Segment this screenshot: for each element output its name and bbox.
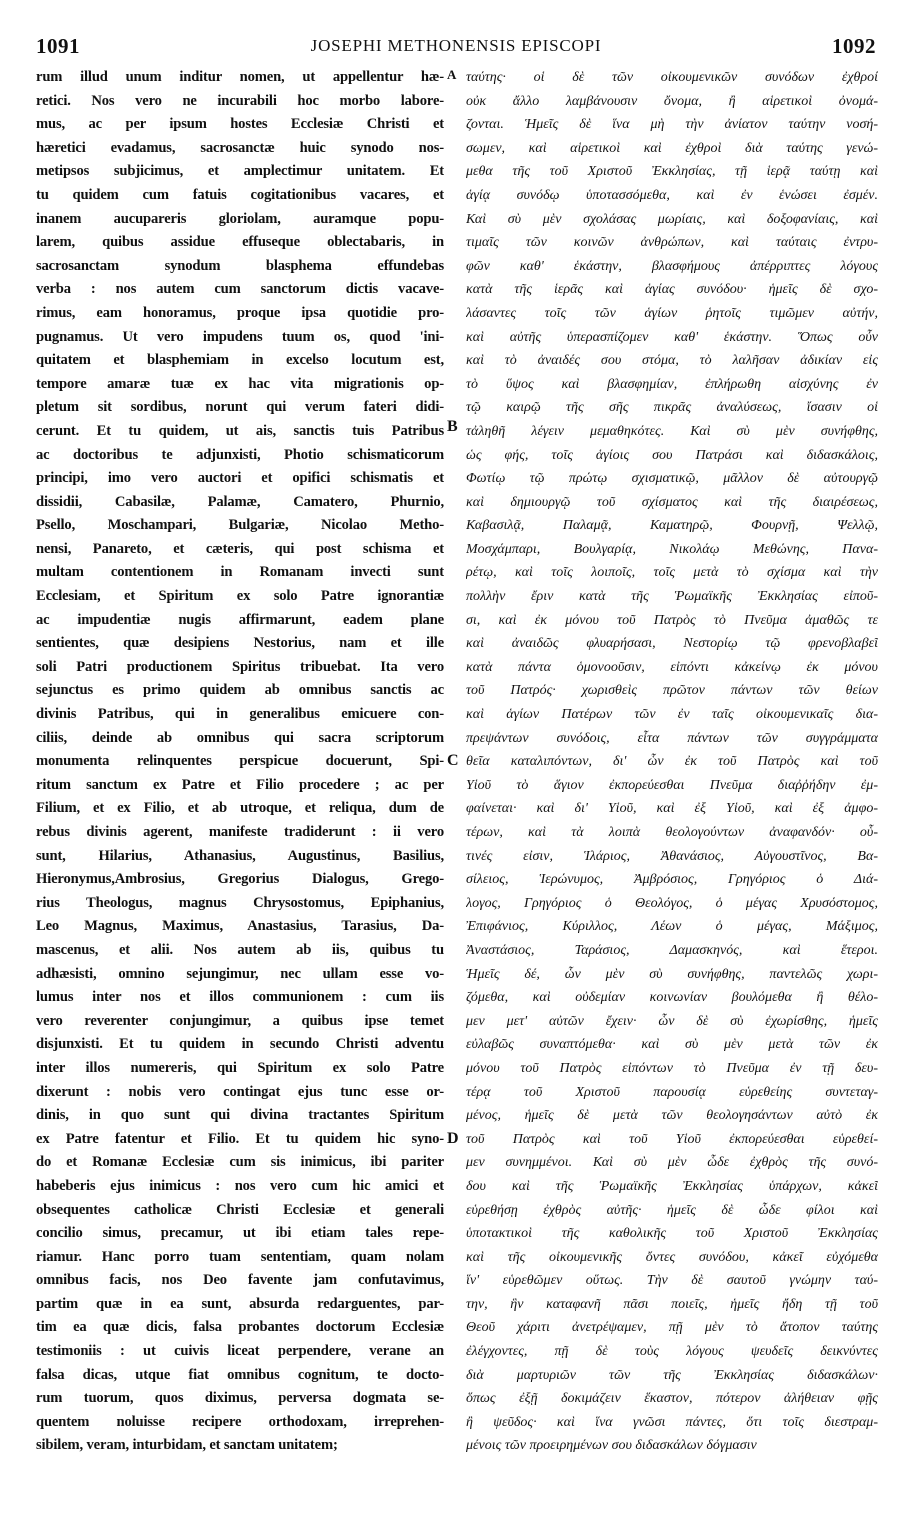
greek-text-line: ζονται. Ἡμεῖς δὲ ἵνα μὴ τὴν ἀνίατον ταύτην νοσή- — [466, 117, 878, 133]
latin-text-line: sejunctus es primo quidem ab omnibus sanctis ac — [36, 682, 444, 699]
greek-text-line: τοῦ Πατρός· χωρισθεὶς πρῶτον πάντων τῶν θείων — [466, 683, 878, 699]
greek-text-line: Ἡμεῖς δέ, ὧν μὲν σὺ συνήφθης, παντελῶς χωρι- — [466, 966, 878, 982]
latin-text-line: ex Patre fatentur et Filio. Et tu quidem hic syno- — [36, 1130, 444, 1147]
greek-text-line: ὅπως ἐξῇ δοκιμάζειν ἕκαστον, πότερον ἀλήθειαν φῇς — [466, 1391, 878, 1407]
latin-text-line: partim quæ in ea sunt, absurda redarguentes, par- — [36, 1295, 444, 1312]
latin-text-line: rum tuorum, quos diximus, perversa dogmata se- — [36, 1390, 444, 1407]
latin-text-line: quitatem et blasphemiam in excelso locutum est, — [36, 352, 444, 369]
greek-text-line: τέρων, καὶ τὰ λοιπὰ θεολογούντων ἀναφανδόν· οὗ- — [466, 825, 878, 840]
greek-text-line: τὸ ὕψος καὶ βλασφημίαν, ἐπλήρωθη αἰσχύνης ἐν — [466, 376, 878, 392]
latin-text-line: habeberis ejus inimicus : nos vero cum hic amici et — [36, 1177, 444, 1194]
latin-text-line: falsa dicas, utque fiat omnibus cognitum, te docto- — [36, 1366, 444, 1383]
greek-text-line: καὶ δημιουργῷ τοῦ σχίσματος καὶ τῆς διαιρέσεως, — [466, 494, 878, 510]
greek-text-line: πολλὴν ἔριν κατὰ τῆς Ῥωμαϊκῆς Ἐκκλησίας εἰποῦ- — [466, 589, 878, 605]
greek-text-line: καὶ τῆς οἰκουμενικῆς ὄντες συνόδου, κἀκεῖ εὐχόμεθα — [466, 1249, 878, 1265]
greek-text-line: Θεοῦ χάριτι ἀνετρέψαμεν, πῇ μὲν τὸ ἄτοπον ταύτης — [466, 1320, 878, 1336]
greek-text-line: μόνου τοῦ Πατρὸς εἰπόντων τὸ Πνεῦμα ἐν τῇ δευ- — [466, 1060, 878, 1076]
latin-text-line: testimoniis : ut cuivis liceat perpendere, verane an — [36, 1343, 444, 1360]
latin-text-line: mascenus, et alii. Nos autem ab iis, quibus tu — [36, 941, 444, 958]
greek-text-line: ὡς φής, τοῖς ἁγίοις σου Πατράσι καὶ διδασκάλοις, — [466, 447, 878, 463]
latin-text-line: Leo Magnus, Maximus, Anastasius, Tarasius, Da- — [36, 918, 444, 935]
latin-text-line: hæretici evadamus, sacrosanctæ huic synodo nos- — [36, 139, 444, 156]
greek-text-line: ἐλέγχοντες, πῇ δὲ τοὺς λόγους ψευδεῖς δεικνύντες — [466, 1344, 878, 1360]
latin-text-line: sibilem, veram, inturbidam, et sanctam unitatem; — [36, 1437, 338, 1454]
greek-text-line: τέρᾳ τοῦ Χριστοῦ παρουσίᾳ εὑρεθείης συντεταγ- — [466, 1084, 878, 1100]
latin-text-line: divinis Patribus, qui in generalibus emicuere con- — [36, 706, 444, 723]
page-number-right: 1092 — [832, 34, 876, 58]
latin-text-line: tu quidem cum fatuis cogitationibus vacares, et — [36, 186, 444, 203]
greek-text-line: τιμαῖς τῶν κοινῶν ἀνθρώπων, καὶ ταύταις ἐντρυ- — [466, 235, 878, 251]
latin-text-line: lumus inter nos et illos communionem : cum iis — [36, 989, 444, 1006]
latin-text-line: multam contentionem in Romanam invecti sunt — [36, 564, 444, 581]
latin-text-line: vero reverenter conjungimur, a quibus ipse temet — [36, 1012, 444, 1029]
greek-text-line: δου καὶ τῆς Ῥωμαϊκῆς Ἐκκλησίας ὑπάρχων, κἀκεῖ — [466, 1178, 878, 1194]
greek-text-line: Καὶ σὺ μὲν σχολάσας μωρίαις, καὶ δοξοφανίαις, καὶ — [466, 211, 878, 227]
latin-text-line: adhæsisti, omnino sejungimur, nec ullam esse vo- — [36, 965, 444, 982]
greek-text-line: Ἀναστάσιος, Ταράσιος, Δαμασκηνός, καὶ ἕτεροι. — [466, 942, 878, 958]
latin-text-line: ritum sanctum ex Patre et Filio procedere ; ac per — [36, 776, 444, 793]
section-marker-a: A — [447, 67, 457, 82]
greek-text-line: κατὰ πάντα ὁμονοοῦσιν, εἰπόντι κἀκείνῳ ἐκ μόνου — [466, 659, 878, 675]
greek-text-line: μεθα τῆς τοῦ Χριστοῦ Ἐκκλησίας, τῇ ἱερᾷ ταύτῃ καὶ — [466, 164, 878, 180]
greek-text-line: ζόμεθα, καὶ οὐδεμίαν κοινωνίαν βουλόμεθα ἢ θέλο- — [466, 990, 878, 1006]
section-marker-c: C — [447, 752, 459, 769]
latin-text-line: ac impudentiæ nugis affirmarunt, eadem plane — [36, 611, 444, 628]
latin-text-line: Hieronymus,Ambrosius, Gregorius Dialogus, Grego- — [36, 871, 444, 888]
latin-text-line: Psello, Moschampari, Bulgariæ, Nicolao Metho- — [36, 517, 444, 534]
section-marker-d: D — [447, 1130, 459, 1147]
latin-text-line: Ecclesiam, et Spiritum ex solo Patre ignorantiæ — [36, 588, 444, 605]
latin-text-line: omnibus facis, nos Deo favente jam confutavimus, — [36, 1272, 444, 1289]
latin-column — [36, 66, 444, 1458]
greek-text-line: σωμεν, καὶ αἱρετικοὶ καὶ ἐχθροὶ διὰ ταύτης γενώ- — [466, 140, 878, 156]
latin-text-line: concilio simus, precamur, ut ibi etiam tales repe- — [36, 1225, 444, 1242]
latin-text-line: ac doctoribus te adjunxisti, Photio schismaticorum — [36, 446, 444, 463]
greek-text-line: την, ἣν καταφανῆ πᾶσι ποιεῖς, ἡμεῖς ἤδη τῇ τοῦ — [466, 1296, 878, 1312]
greek-text-line: οὐκ ἄλλο λαμβάνουσιν ὄνομα, ἢ αἱρετικοὶ ὀνομά- — [466, 93, 878, 109]
latin-text-line: monumenta relinquentes perspicue docuerunt, Spi- — [36, 753, 444, 770]
page-number-left: 1091 — [36, 34, 80, 58]
running-title: JOSEPHI METHONENSIS EPISCOPI — [310, 36, 602, 55]
greek-text-line: σίλειος, Ἱερώνυμος, Ἀμβρόσιος, Γρηγόριος ὁ Διά- — [466, 872, 878, 888]
greek-text-line: τινές εἰσιν, Ἱλάριος, Ἀθανάσιος, Αὐγουστῖνος, Βα- — [466, 848, 878, 864]
greek-text-line: καὶ ἁγίων Πατέρων τῶν ἐν ταῖς οἰκουμενικαῖς δια- — [466, 707, 878, 723]
latin-text-line: cerunt. Et tu quidem, ut ais, sanctis tuis Patribus — [36, 422, 444, 439]
greek-text-line: καὶ αὐτῆς ὑπερασπίζομεν καθ' ἑκάστην. Ὅπως οὖν — [466, 329, 878, 345]
greek-text-line: θεῖα καταλιπόντων, δι' ὧν ἐκ τοῦ Πατρὸς καὶ τοῦ — [466, 754, 878, 770]
greek-text-line: μεν συνημμένοι. Καὶ σὺ μὲν ὧδε ἐχθρὸς τῆς συνό- — [466, 1155, 878, 1171]
greek-text-line: μένος, ἡμεῖς δὲ μετὰ τῶν θεολογησάντων αὐτὸ ἐκ — [466, 1108, 878, 1124]
greek-text-line: τοῦ Πατρὸς καὶ τοῦ Υἱοῦ ἐκπορεύεσθαι εὑρεθεί- — [466, 1131, 878, 1147]
latin-text-line: dinis, in quo sunt qui divina tractantes Spiritum — [36, 1107, 444, 1124]
greek-text-line: λάσαντες τοῖς τῶν ἁγίων ῥητοῖς τιμῶμεν αὐτήν, — [466, 305, 878, 321]
latin-text-line: principi, imo vero auctori et opifici schismatis et — [36, 470, 444, 487]
latin-text-line: rebus divinis agerent, manifeste tradiderunt : ii vero — [36, 824, 444, 840]
latin-text-line: dixerunt : nobis vero contingat ejus tunc esse or- — [36, 1083, 444, 1100]
latin-text-line: rum illud unum inditur nomen, ut appellentur hæ- — [36, 69, 444, 85]
running-header — [36, 34, 876, 60]
section-marker-b: B — [447, 418, 458, 435]
greek-text-line: Καβασιλᾷ, Παλαμᾷ, Καματηρῷ, Φουρνῇ, Ψελλῷ, — [466, 518, 878, 534]
greek-text-line: Υἱοῦ τὸ ἅγιον ἐκπορεύεσθαι Πνεῦμα διαῤῥήδην ἐμ- — [466, 777, 878, 793]
greek-text-line: κατὰ τῆς ἱερᾶς καὶ ἁγίας συνόδου· ἡμεῖς δὲ σχο- — [466, 282, 878, 298]
greek-text-line: ἢ ψεῦδος· καὶ ἵνα γνῶσι πάντες, ὅτι τοῖς διεστραμ- — [466, 1414, 878, 1430]
latin-text-line: pugnamus. Ut vero impudens tuum os, quod 'ini- — [36, 328, 444, 345]
latin-text-line: quentem noluisse recipere orthodoxam, irreprehen- — [36, 1413, 444, 1430]
greek-text-line: λογος, Γρηγόριος ὁ Θεολόγος, ὁ μέγας Χρυσόστομος, — [466, 895, 878, 911]
greek-text-line: μένοις τῶν προειρημένων σου διδασκάλων δόγμασιν — [466, 1438, 757, 1454]
latin-text-line: metipsos subjicimus, et amplectimur unitatem. Et — [36, 163, 444, 180]
latin-text-line: tempore amaræ tuæ ex hac vita migrationis op- — [36, 375, 444, 392]
greek-text-line: φῶν καθ' ἑκάστην, βλασφήμους ἀπέρριπτες λόγους — [466, 258, 878, 274]
latin-text-line: tim ea quæ dicis, falsa probantes doctorum Ecclesiæ — [36, 1319, 444, 1336]
greek-text-line: τῷ καιρῷ τῆς σῆς πικρᾶς ἀναλύσεως, ἴσασιν οἱ — [466, 400, 878, 416]
latin-text-line: dissidii, Cabasilæ, Palamæ, Camatero, Phurnio, — [36, 493, 444, 510]
greek-text-line: ρέτῳ, καὶ τοῖς λοιποῖς, τοῖς μετὰ τὸ σχίσμα καὶ τὴν — [466, 565, 878, 581]
latin-text-line: inanem aucupareris gloriolam, auramque popu- — [36, 210, 444, 227]
latin-text-line: soli Patri productionem Spiritus tribuebat. Ita vero — [36, 658, 444, 675]
greek-text-line: καὶ τὸ ἀναιδές σου στόμα, τὸ λαλῆσαν ἀδικίαν εἰς — [466, 353, 878, 369]
greek-text-line: πρεψάντων συνόδοις, εἶτα πάντων τῶν συγγράμματα — [466, 730, 878, 746]
greek-text-line: διὰ μαρτυριῶν τῶν τῆς Ἐκκλησίας διδασκάλων· — [466, 1367, 878, 1383]
latin-text-line: retici. Nos vero ne incurabili hoc morbo labore- — [36, 92, 444, 109]
latin-text-line: mus, ac per ipsum hostes Ecclesiæ Christi et — [36, 116, 444, 133]
greek-text-line: ἵν' εὑρεθῶμεν οὕτως. Τὴν δὲ σαυτοῦ γνώμην ταύ- — [466, 1273, 878, 1289]
latin-text-line: Filium, et ex Filio, et ab utroque, et reliqua, dum de — [36, 800, 444, 817]
greek-text-line: φαίνεται· καὶ δι' Υἱοῦ, καὶ ἐξ Υἱοῦ, καὶ ἐξ ἀμφο- — [466, 801, 878, 817]
greek-text-line: ἁγίᾳ συνόδῳ ὑποτασσόμεθα, καὶ ἐν ἑνώσει ἐσμέν. — [466, 187, 878, 203]
latin-text-line: obsequentes catholicæ Christi Ecclesiæ et generali — [36, 1201, 444, 1218]
greek-text-line: καὶ ἀναιδῶς φλυαρήσασι, Νεστορίῳ τῷ φρενοβλαβεῖ — [466, 636, 878, 652]
latin-text-line: verba : nos autem cum sanctorum dictis vacave- — [36, 281, 444, 298]
greek-text-line: σι, καὶ ἐκ μόνου τοῦ Πατρὸς τὸ Πνεῦμα ἀμαθῶς τε — [466, 612, 878, 628]
latin-text-line: ciliis, deinde ab omnibus qui sacra scriptorum — [36, 729, 444, 746]
greek-text-line: μεν μετ' αὐτῶν ἔχειν· ὧν δὲ σὺ ἐχωρίσθης, ἡμεῖς — [466, 1013, 878, 1029]
latin-text-line: disjunxisti. Et tu quidem in secundo Christi adventu — [36, 1036, 444, 1053]
greek-text-line: ὑποτακτικοὶ τῆς καθολικῆς τοῦ Χριστοῦ Ἐκκλησίας — [466, 1226, 878, 1242]
latin-text-line: pletum sit sordibus, norunt qui verum fateri didi- — [36, 399, 444, 416]
latin-text-line: larem, quibus assidue effuseque oblectabaris, in — [36, 234, 444, 251]
latin-text-line: inter illos numereris, qui Spiritum ex solo Patre — [36, 1059, 444, 1076]
greek-text-line: Φωτίῳ τῷ πρώτῳ σχισματικῷ, μᾶλλον δὲ αὐτουργῷ — [466, 471, 878, 487]
latin-text-line: sentientes, quæ desipiens Nestorius, nam et ille — [36, 635, 444, 652]
greek-text-line: τἀληθῆ λέγειν μεμαθηκότες. Καὶ σὺ μὲν συνήφθης, — [466, 423, 878, 439]
greek-column — [466, 66, 878, 1458]
greek-text-line: εὐλαβῶς συναπτόμεθα· καὶ σὺ μὲν μετὰ τῶν ἐκ — [466, 1037, 878, 1053]
latin-text-line: sacrosanctam synodum blasphema effundebas — [36, 257, 444, 274]
latin-text-line: rimus, eam honoramus, proque ipsa quotidie pro- — [36, 304, 444, 321]
latin-text-line: nensi, Panareto, et cæteris, qui post schisma et — [36, 540, 444, 557]
greek-text-line: Μοσχάμπαρι, Βουλγαρίᾳ, Νικολάῳ Μεθώνης, Πανα- — [466, 541, 878, 557]
greek-text-line: εὑρεθήσῃ ἐχθρὸς αὐτῆς· ἡμεῖς δὲ ὧδε φίλοι καὶ — [466, 1202, 878, 1218]
latin-text-line: sunt, Hilarius, Athanasius, Augustinus, Basilius, — [36, 847, 444, 864]
greek-text-line: Ἐπιφάνιος, Κύριλλος, Λέων ὁ μέγας, Μάξιμος, — [466, 919, 878, 935]
latin-text-line: do et Romanæ Ecclesiæ cum sis inimicus, ibi pariter — [36, 1154, 444, 1171]
greek-text-line: ταύτης· οἱ δὲ τῶν οἰκουμενικῶν συνόδων ἐχθροί — [466, 70, 878, 85]
latin-text-line: rius Theologus, magnus Chrysostomus, Epiphanius, — [36, 894, 444, 911]
latin-text-line: riamur. Hanc porro tuam sententiam, quam nolam — [36, 1248, 444, 1265]
